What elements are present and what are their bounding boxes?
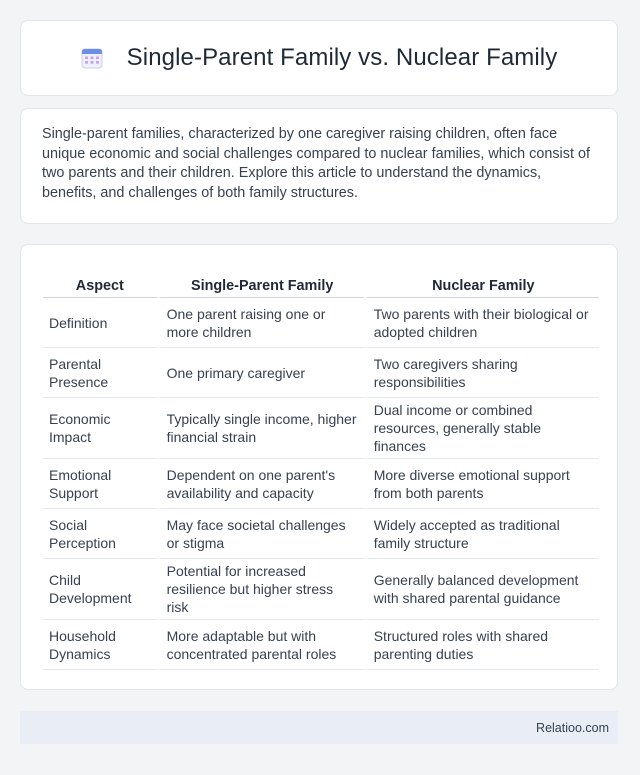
- row-nuclear: Structured roles with shared parenting duties: [364, 620, 599, 670]
- row-aspect: Emotional Support: [43, 459, 157, 509]
- table-header-row: [43, 267, 599, 298]
- title-wrap: [81, 44, 558, 72]
- calendar-icon: [81, 47, 103, 69]
- row-nuclear: Two parents with their biological or adopted children: [364, 298, 599, 348]
- footer: [20, 711, 618, 744]
- row-single-parent: One parent raising one or more children: [157, 298, 364, 348]
- table-row: [43, 620, 599, 670]
- title-card: [20, 20, 618, 96]
- intro-card: [20, 108, 618, 224]
- comparison-card: [20, 244, 618, 690]
- table-row: [43, 459, 599, 509]
- row-single-parent: One primary caregiver: [157, 348, 364, 398]
- row-nuclear: More diverse emotional support from both parents: [364, 459, 599, 509]
- row-nuclear: Two caregivers sharing responsibilities: [364, 348, 599, 398]
- intro-paragraph: Single-parent families, characterized by one caregiver raising children, often face unique economic and social challenges compared to nuclear families, which consist of two parents and their children. Explore this article to understand the dynamics, benefits, and challenges of both family structures.: [42, 126, 590, 201]
- row-aspect: Parental Presence: [43, 348, 157, 398]
- row-aspect: Child Development: [43, 559, 157, 620]
- column-header-aspect: Aspect: [43, 267, 157, 298]
- row-single-parent: More adaptable but with concentrated parental roles: [157, 620, 364, 670]
- page-title: Single-Parent Family vs. Nuclear Family: [126, 44, 558, 71]
- table-row: [43, 298, 599, 348]
- row-single-parent: Dependent on one parent's availability and capacity: [157, 459, 364, 509]
- row-aspect: Economic Impact: [43, 398, 157, 459]
- comparison-table: [43, 267, 599, 670]
- row-nuclear: Widely accepted as traditional family structure: [364, 509, 599, 559]
- footer-brand[interactable]: Relatioo.com: [536, 720, 609, 735]
- row-aspect: Social Perception: [43, 509, 157, 559]
- row-single-parent: Typically single income, higher financial strain: [157, 398, 364, 459]
- row-aspect: Household Dynamics: [43, 620, 157, 670]
- table-row: [43, 348, 599, 398]
- column-header-nuclear: Nuclear Family: [364, 267, 599, 298]
- row-single-parent: May face societal challenges or stigma: [157, 509, 364, 559]
- table-row: [43, 559, 599, 620]
- row-nuclear: Dual income or combined resources, generally stable finances: [364, 398, 599, 459]
- row-nuclear: Generally balanced development with shared parental guidance: [364, 559, 599, 620]
- table-row: [43, 398, 599, 459]
- row-aspect: Definition: [43, 298, 157, 348]
- column-header-single-parent: Single-Parent Family: [157, 267, 364, 298]
- row-single-parent: Potential for increased resilience but higher stress risk: [157, 559, 364, 620]
- table-row: [43, 509, 599, 559]
